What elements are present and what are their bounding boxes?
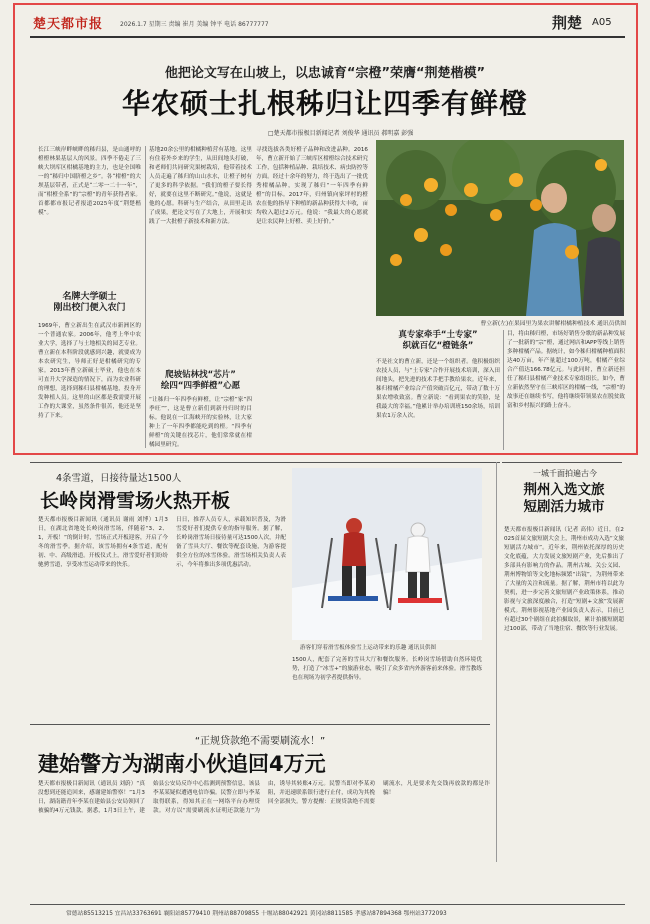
ski-photo bbox=[292, 468, 482, 640]
jingzhou-kicker: 一城千面拍遍古今 bbox=[533, 469, 597, 478]
lead-col2-text-b: “让秭归一年四季有鲜橙，让“宗橙”家”四季旺””，这是曹立新们到新丹归时的目标。他说在一江海峡开的实验林，让大家种上了一年四季都能吃到的橙。“四季有鲜橙”的关键在找芯片，他们常常就在柑橘园里研究。 bbox=[149, 397, 252, 448]
ski-headline: 长岭岗滑雪场火热开板 bbox=[40, 490, 231, 512]
footer-rule bbox=[30, 904, 625, 905]
section-rule bbox=[30, 462, 500, 463]
masthead-logo: 楚天都市报 bbox=[33, 17, 104, 32]
ski-kicker: 4条雪道，日接待量达1500人 bbox=[56, 473, 182, 484]
jingzhou-text: 楚天都市报极目新闻讯（记者 高伟）近日，在2025首届文旅短剧大会上，荆州市成功入选“文旅短剧活力城市”。近年来，荆州依托深厚的历史文化底蕴，大力发展文旅短剧产业，先后推出了多部具有影响力的作品。荆州古城、关公义园、荆州博物馆等文化地标频繁“出镜”，为荆州带来了大量的关注和流量。据了解，荆州市将以此为契机，进一步完善文旅短剧产业政策体系，推动影视与文旅深度融合，打造“短剧+文旅”发展新模式。荆州影视基地产业园负责人表示，目前已有超过30个剧组在此拍摄取景，累计拍摄短剧超过100部，带动了当地住宿、餐饮等行业发展。 bbox=[504, 527, 624, 632]
lead-kicker: 他把论文写在山坡上，以忠诚育“宗橙”荣膺“荆楚楷模” bbox=[164, 66, 486, 81]
section-rule bbox=[30, 724, 490, 725]
ski-text-c: 1500人，配套了完善的雪具大厅和餐饮服务。长岭岗雪场借助自然环境优势，打造了“冰雪+”的旅游业态，吸引了众多省内外游客前来体验。滑雪教练也在现场为初学者提供指导。 bbox=[292, 657, 482, 681]
lead-byline: □楚天都市报极目新闻记者 刘俊华 通讯员 郝明嘉 彭强 bbox=[268, 130, 414, 137]
lead-headline: 华农硕士扎根秭归让四季有鲜橙 bbox=[121, 87, 528, 120]
date-line: 2026.1.7 星期三 责编 崔月 美编 钟平 电话 86777777 bbox=[120, 21, 269, 28]
police-headline: 建始警方为湖南小伙追回4万元 bbox=[38, 752, 326, 776]
police-text: 楚天都市报极目新闻讯（通讯员 刘蔚）“真没想到还能追回来，感谢建始警察！”1月3日，湖南籍青年李某在建始县公安局领回了被骗的4万元钱款。据悉，1月3日上午，建始县公安局反诈中心监测到预警信息，该县李某某疑似遭遇电信诈骗。民警立即与李某取得联系，得知其正在一网络平台办理贷款。对方以“需要刷流水证明还款能力”为由，诱导其转账4万元。民警当即对李某劝阻，并迅速联系银行进行止付，成功为其挽回全部损失。警方提醒：正规贷款绝不需要刷流水，凡是要求先交钱再放款的都是诈骗！ bbox=[38, 781, 490, 814]
lead-col2-text: 基地20余公里的柑橘种植营有基地。这里有住着外乡来的学生，从田间地头打破，和老师们共同研究果树栽培，他带着技术人员走遍了秭归的山山水水，让橙子树有了更多的科学依据。“我们的橙子要长得好，就要在这里不断研究。”他说，这就是他的心愿。科研与生产结合，从田里走出了成果，把论文写在了大地上，开展和实践了一大批橙子新技术和新方法。 bbox=[149, 147, 252, 225]
lead-subhead-1: 名牌大学硕士 刚出校门便入农门 bbox=[53, 292, 126, 313]
section-name: 荆楚 bbox=[552, 14, 583, 32]
highlight-frame bbox=[13, 3, 638, 455]
lead-photo-caption: 曹立新(左)在果园里为果农讲解柑橘种植技术 通讯员供图 bbox=[480, 321, 626, 327]
lead-col3-text: 寻找选拔各类好橙子品种和改进品种。2016年，曹立新开始了三峡库区柑橙综合技术研究工作，包括种植品种、栽培技术、病虫防控等方面。经过十余年的努力，终于选出了一批优秀柑橘品种，实现了秭归“一年四季有鲜橙”的目标。2017年，归州镇向家坪村的橙农在他的指导下种植的新品种获得大丰收，亩均收入超过2万元。他说：“我最大的心愿就是让农民种上好橙、卖上好价。” bbox=[256, 147, 368, 225]
lead-subhead-3: 真专家牵手“土专家” 织就百亿“橙链条” bbox=[398, 330, 478, 351]
lead-col1-text: 1969年，曹立新出生在武汉市新洲区的一个普通农家。2006年，他考上华中农业大学，选择了与土地相关的园艺专业。曹立新在本科阶段就感到兴趣，就要成为本农研究生，导师正好是柑橘研究的专家。2013年曹立新硕士毕业，他也在本可直升大学深造的情况下，而为农业科研的理想，选择到秭归县柑橘基地，投身开发种植人员。这里的山区都是我需要开展工作的大课堂，虽然条件很苦，他还是坚持了下来。 bbox=[38, 323, 141, 419]
ski-slope-image bbox=[292, 468, 482, 640]
police-kicker: “正规贷款绝不需要刷流水！” bbox=[194, 736, 326, 747]
footer-contacts: 常德站85513215 宜昌站33763691 襄阳站85779410 荆州站88709855 十堰站88042921 黄冈站8811585 孝感站87894368 鄂州站3772093 bbox=[66, 911, 447, 917]
page-number: A05 bbox=[592, 17, 612, 28]
section-rule bbox=[502, 462, 622, 463]
jingzhou-headline: 荆州入选文旅 短剧活力城市 bbox=[523, 482, 605, 515]
lead-col4-text: 不是社文的曹立新，还是一个组织者。他积极组织农技人员，与“土专家”合作开展技术培训，深入田间地头，把先进的技术手把手教给果农。近年来，秭归柑橘产业综合产值突破百亿元，带动了数十万果农增收致富。曹立新说：“看到果农的笑脸，是我最大的幸福。”他累计举办培训班150余场，培训果农1万余人次。 bbox=[376, 359, 500, 419]
lead-col5-text: 目，将由秭归橙，市场好销售分歌的新品种发展了一批新的“宗”橙，通过网店和APP等线上销售多种柑橘产品。据统计，如今秭归柑橘种植面积达40万亩，年产量超过100万吨，柑橘产业综合产值达166.78亿元。与此同时，曹立新还担任了秭归县柑橘产业技术专家组组长。如今，曹立新依然坚守在三峡库区的柑橘一线，“宗橙”的故事还在继续书写，他将继续带领果农在脱贫致富和乡村振兴的路上奋斗。 bbox=[507, 331, 625, 409]
ski-photo-caption: 游客们穿着滑雪板体验雪上运动带来的乐趣 通讯员供图 bbox=[300, 645, 437, 651]
lead-intro: 长江三峡岸畔峡畔的秭归县，是山通呼的橙橙林果基层人的风景。四季不倦走了三峡大坝库区柑橘基地的主力，也是全国唯一的“秭归中国脐橙之乡”。各“柑橙”的大坝基层带者，正式是“二零一二十一年”，而“柑橙全系”的“宗橙”的青年获得者家。首都都市报记者报道2025年度“荆楚楷模”。 bbox=[38, 147, 141, 216]
col-divider bbox=[496, 462, 497, 862]
lead-subhead-2: 爬坡钻林找“芯片” 绘四“四季鲜橙”心愿 bbox=[160, 370, 241, 391]
ski-text-a: 楚天都市报极目新闻讯（通讯员 谢雨 刘博）1月3日，在湖北省地处长岭岗滑雪场，伴随着“3、2、1，开板！”的倒计时，雪场正式开板迎客，开启了今冬的滑雪季。据介绍，该雪场拥有4条雪道，配有初、中、高级滑道。开板仪式上，滑雪爱好者们纷纷驰骋雪道，享受冰雪运动带来的快乐。 bbox=[38, 517, 168, 568]
ski-text-b: 日日，推荐人员专人，承载知识普及，为滑雪爱好者们提供专业的指导服务。据了解，长岭岗滑雪场日接待量可达1500人次，并配备了雪具大厅、餐饮等配套设施，为游客提供全方位的冰雪体验。滑雪场相关负责人表示，今年将推出多项优惠活动。 bbox=[176, 517, 286, 568]
